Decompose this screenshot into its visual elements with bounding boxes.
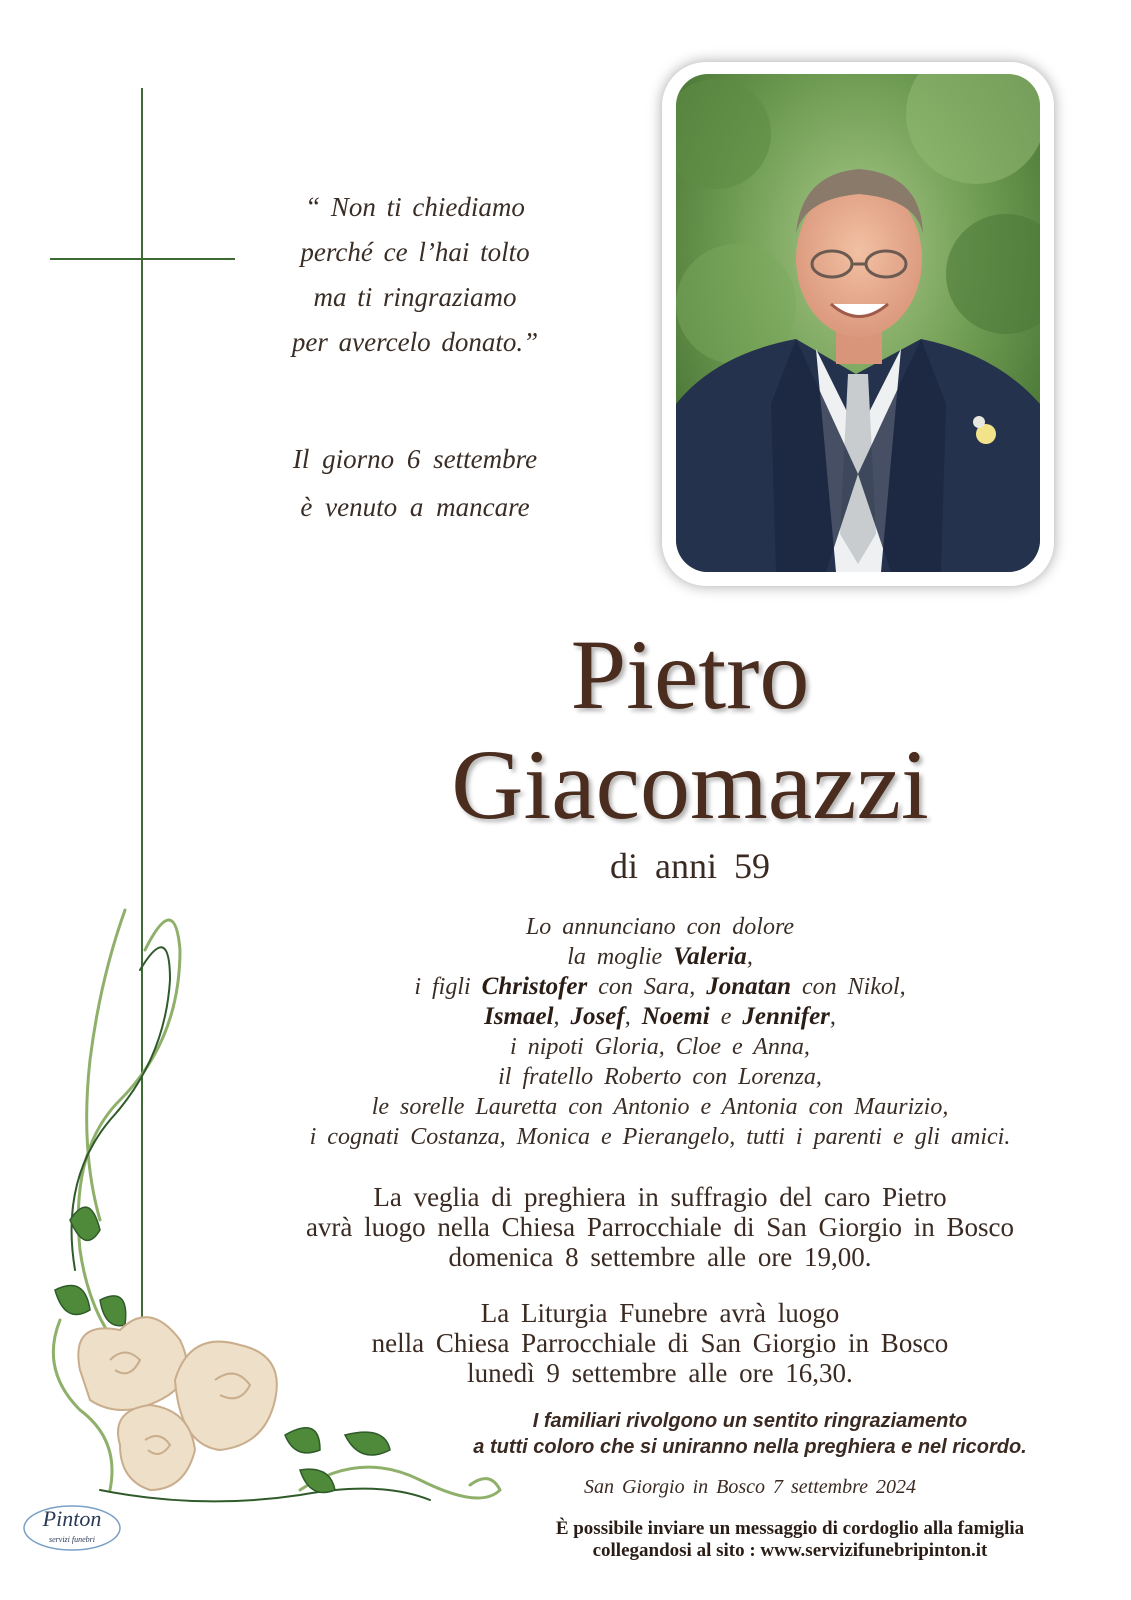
family-text: la moglie [567, 944, 674, 970]
quote-line: per avercelo donato.” [291, 327, 539, 357]
place-and-date: San Giorgio in Bosco 7 settembre 2024 [583, 1476, 917, 1498]
intro-line: è venuto a mancare [300, 492, 530, 522]
family-name-child: Jennifer [742, 1003, 830, 1030]
memorial-quote [250, 185, 580, 365]
family-line: il fratello Roberto con Lorenza, [498, 1064, 822, 1090]
family-text: i figli [414, 974, 482, 1000]
death-date-intro [250, 435, 580, 531]
vigil-line: domenica 8 settembre alle ore 19,00. [448, 1242, 872, 1272]
online-line: collegandosi al sito : www.servizifunebripinton.it [592, 1540, 988, 1561]
family-text: e [709, 1004, 743, 1030]
portrait-photo [676, 74, 1040, 572]
family-line: Lo annunciano con dolore [525, 914, 795, 940]
liturgy-line: La Liturgia Funebre avrà luogo [480, 1298, 840, 1328]
quote-line: ma ti ringraziamo [313, 282, 517, 312]
liturgy-line: lunedì 9 settembre alle ore 16,30. [467, 1358, 853, 1388]
family-text: , [553, 1004, 571, 1030]
logo-name: Pinton [42, 1506, 102, 1531]
rose-floral-decoration [0, 890, 520, 1590]
deceased-first-name: Pietro [570, 619, 810, 730]
family-text: , [624, 1004, 642, 1030]
family-name-child: Noemi [641, 1003, 710, 1030]
family-line: i nipoti Gloria, Cloe e Anna, [510, 1034, 810, 1060]
intro-line: Il giorno 6 settembre [292, 444, 538, 474]
thanks-line: a tutti coloro che si uniranno nella preghiera e nel ricordo. [473, 1436, 1027, 1458]
vigil-line: La veglia di preghiera in suffragio del caro Pietro [373, 1182, 947, 1212]
family-text: , [746, 944, 753, 970]
liturgy-line: nella Chiesa Parrocchiale di San Giorgio in Bosco [371, 1328, 949, 1358]
family-name-son: Jonatan [706, 973, 792, 1000]
vigil-line: avrà luogo nella Chiesa Parrocchiale di San Giorgio in Bosco [305, 1212, 1015, 1242]
online-line: È possibile inviare un messaggio di cordoglio alla famiglia [555, 1518, 1025, 1539]
family-line: i cognati Costanza, Monica e Pierangelo, tutti i parenti e gli amici. [309, 1124, 1011, 1150]
family-name-child: Ismael [484, 1003, 554, 1030]
family-name-child: Josef [570, 1003, 625, 1030]
deceased-age: di anni 59 [610, 846, 770, 886]
logo-subtitle: servizi funebri [49, 1535, 95, 1544]
family-name-wife: Valeria [673, 943, 747, 970]
online-condolence-notice [470, 1518, 1110, 1562]
family-text: , [829, 1004, 836, 1030]
thanks-line: I familiari rivolgono un sentito ringraziamento [532, 1410, 968, 1432]
deceased-last-name: Giacomazzi [451, 729, 929, 840]
quote-line: “ Non ti chiediamo [305, 192, 525, 222]
family-text: con Nikol, [791, 974, 906, 1000]
family-text: con Sara, [587, 974, 707, 1000]
cross-horizontal-bar [50, 258, 235, 260]
family-name-son: Christofer [481, 973, 588, 1000]
portrait-illustration [676, 74, 1040, 572]
family-line: le sorelle Lauretta con Antonio e Antonia con Maurizio, [371, 1094, 949, 1120]
quote-line: perché ce l’hai tolto [300, 237, 530, 267]
